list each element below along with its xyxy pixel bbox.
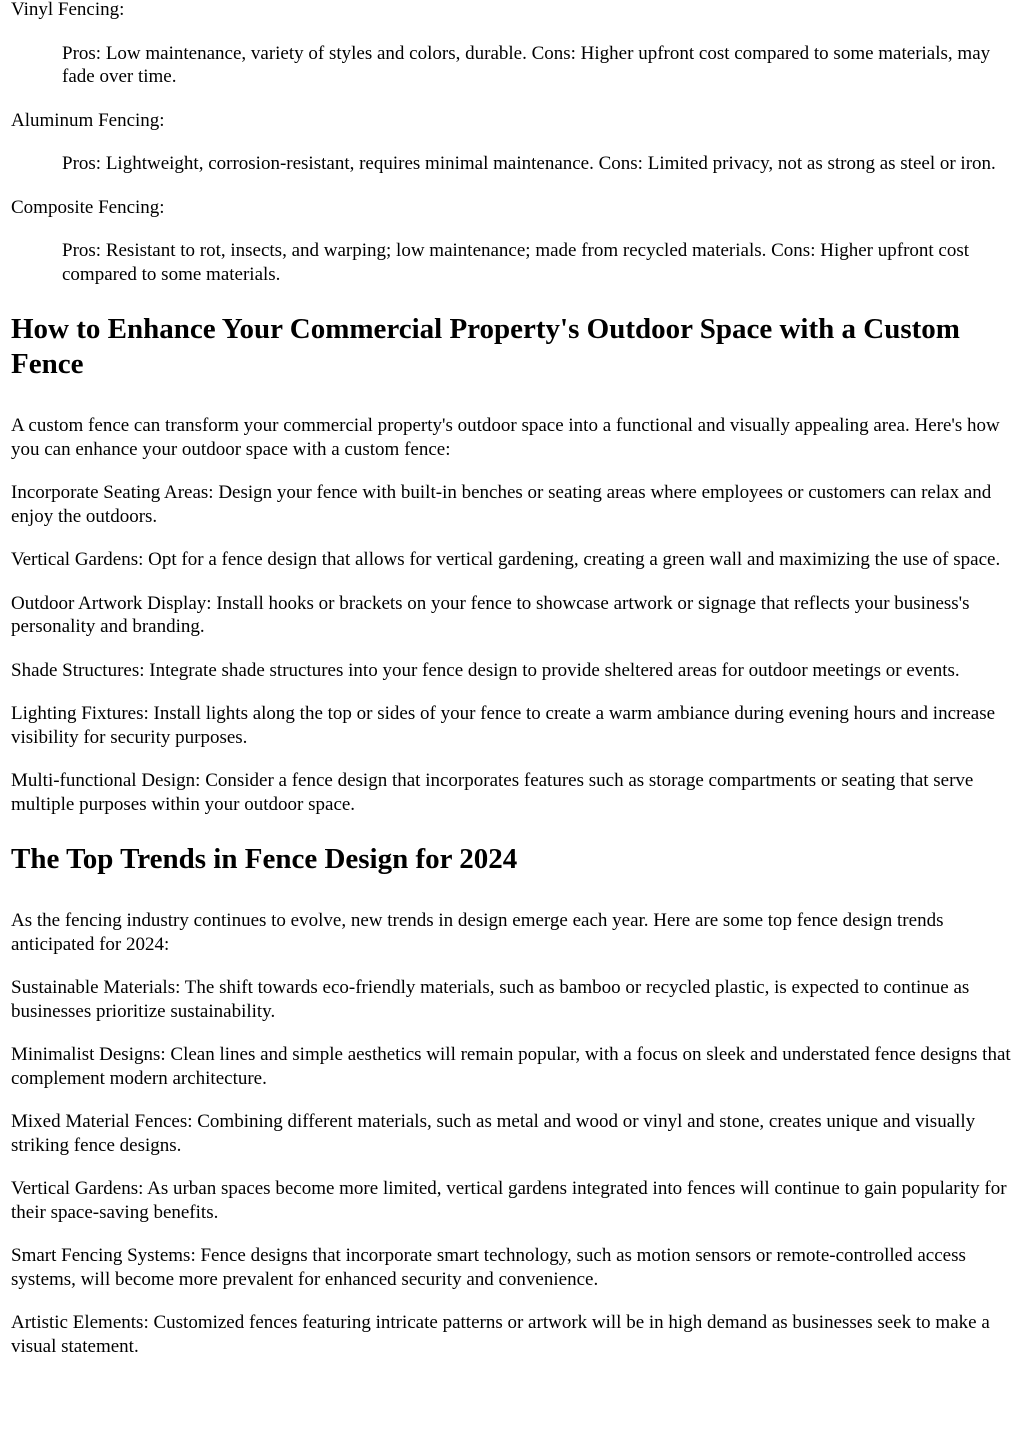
section-body (11, 909, 1014, 1358)
paragraph: Smart Fencing Systems: Fence designs that incorporate smart technology, such as motion sensors or remote-controlled access systems, will become more prevalent for enhanced security and convenience. (11, 1245, 966, 1290)
list-term: Composite Fencing: (11, 196, 165, 218)
paragraph: As the fencing industry continues to evolve, new trends in design emerge each year. Here are some top fence design trends anticipated for 2024: (11, 910, 944, 955)
paragraph: Vertical Gardens: Opt for a fence design that allows for vertical gardening, creating a green wall and maximizing the use of space. (11, 549, 1001, 570)
paragraph: Outdoor Artwork Display: Install hooks or brackets on your fence to showcase artwork or signage that reflects your business's personality and branding. (11, 592, 970, 637)
paragraph: Vertical Gardens: As urban spaces become more limited, vertical gardens integrated into fences will continue to gain popularity for their space-saving benefits. (11, 1178, 1007, 1223)
list-detail: Pros: Lightweight, corrosion-resistant, requires minimal maintenance. Cons: Limited privacy, not as strong as steel or iron. (62, 153, 996, 174)
section-body (11, 414, 1014, 816)
list-detail: Pros: Resistant to rot, insects, and warping; low maintenance; made from recycled materials. Cons: Higher upfront cost compared to some materials. (62, 240, 970, 285)
paragraph: Sustainable Materials: The shift towards eco-friendly materials, such as bamboo or recycled plastic, is expected to continue as businesses prioritize sustainability. (11, 977, 970, 1022)
paragraph: Multi-functional Design: Consider a fence design that incorporates features such as storage compartments or seating that serve multiple purposes within your outdoor space. (11, 770, 974, 815)
list-term: Aluminum Fencing: (11, 109, 165, 131)
paragraph: A custom fence can transform your commercial property's outdoor space into a functional and visually appealing area. Here's how you can enhance your outdoor space with a custom fence: (11, 415, 1000, 460)
paragraph: Shade Structures: Integrate shade structures into your fence design to provide sheltered areas for outdoor meetings or events. (11, 659, 960, 681)
list-detail: Pros: Low maintenance, variety of styles and colors, durable. Cons: Higher upfront cost compared to some materials, may fade over time. (62, 42, 991, 87)
fencing-materials-list (11, 0, 1014, 286)
paragraph: Incorporate Seating Areas: Design your fence with built-in benches or seating areas where employees or customers can relax and enjoy the outdoors. (11, 482, 992, 527)
paragraph: Mixed Material Fences: Combining different materials, such as metal and wood or vinyl and stone, creates unique and visually striking fence designs. (11, 1111, 976, 1156)
paragraph: Lighting Fixtures: Install lights along the top or sides of your fence to create a warm ambiance during evening hours and increase visibility for security purposes. (11, 703, 996, 748)
section-heading: The Top Trends in Fence Design for 2024 (11, 843, 518, 875)
section-heading: How to Enhance Your Commercial Property's Outdoor Space with a Custom Fence (11, 313, 960, 380)
paragraph: Minimalist Designs: Clean lines and simple aesthetics will remain popular, with a focus on sleek and understated fence designs that complement modern architecture. (11, 1044, 1011, 1089)
list-term: Vinyl Fencing: (11, 0, 125, 20)
paragraph: Artistic Elements: Customized fences featuring intricate patterns or artwork will be in high demand as businesses seek to make a visual statement. (11, 1312, 990, 1357)
